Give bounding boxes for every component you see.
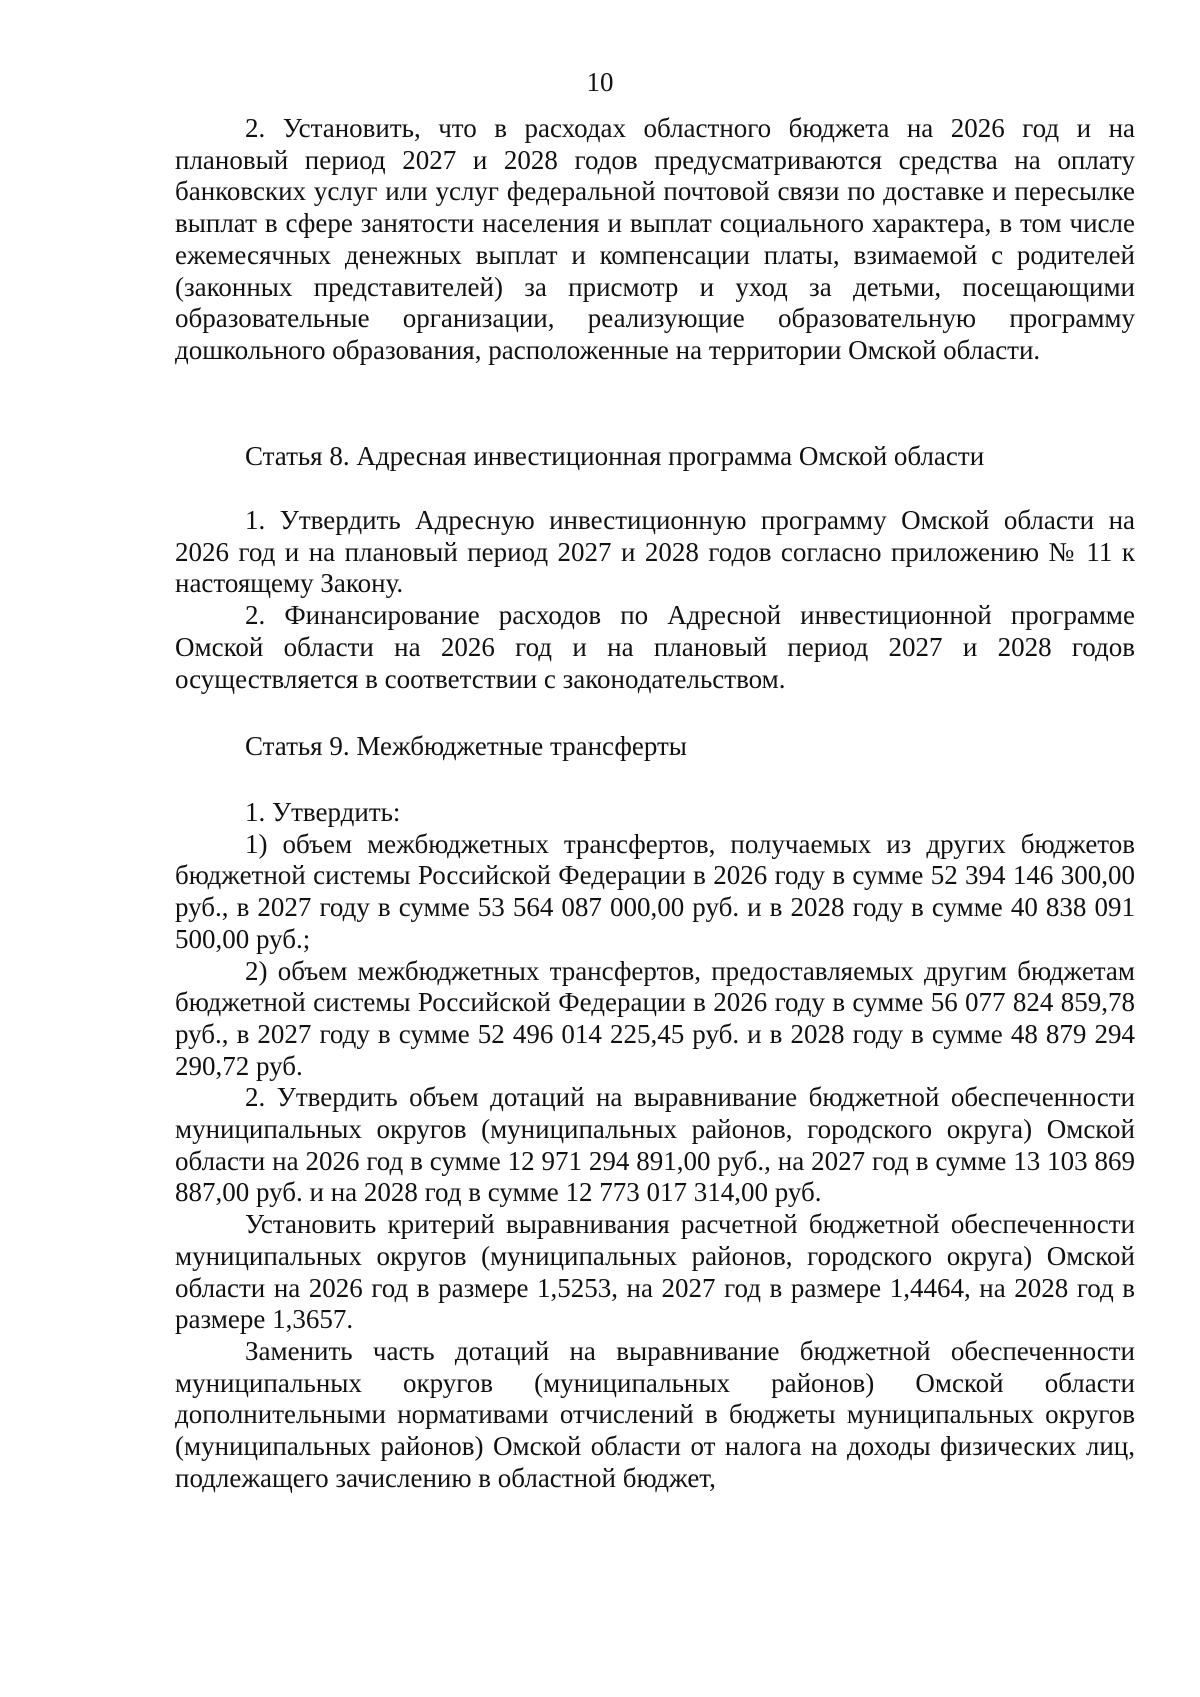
paragraph: 2. Утвердить объем дотаций на выравнивание бюджетной обеспеченности муниципальных округов (муниципальных районов, городского округа) Омской области на 2026 год в сумме 12 971 294 891,00 руб., на 2027 год в сумме 13 103 869 887,00 руб. и на 2028 год в сумме 12 773 017 314,00 руб. — [175, 1082, 1135, 1208]
article-9-body — [175, 797, 1135, 1494]
paragraph: Установить критерий выравнивания расчетной бюджетной обеспеченности муниципальных округов (муниципальных районов, городского округа) Омской области на 2026 год в размере 1,5253, на 2027 год в размере 1,4464, на 2028 год в размере 1,3657. — [175, 1209, 1135, 1335]
article-9-heading: Статья 9. Межбюджетные трансферты — [245, 731, 687, 761]
article-8-heading: Статья 8. Адресная инвестиционная программа Омской области — [245, 441, 985, 471]
article-7-continuation — [175, 113, 1135, 367]
paragraph: 1. Утвердить: — [245, 797, 401, 827]
page-number: 10 — [586, 67, 614, 97]
article-8-body — [175, 505, 1135, 695]
paragraph: 1. Утвердить Адресную инвестиционную программу Омской области на 2026 год и на плановый период 2027 и 2028 годов согласно приложению № 11 к настоящему Закону. — [175, 505, 1135, 599]
paragraph: Заменить часть дотаций на выравнивание бюджетной обеспеченности муниципальных округов (муниципальных районов) Омской области дополнительными нормативами отчислений в бюджеты муниципальных округов (муниципальных районов) Омской области от налога на доходы физических лиц, подлежащего зачислению в областной бюджет, — [175, 1335, 1135, 1493]
paragraph: 2. Установить, что в расходах областного бюджета на 2026 год и на плановый период 2027 и 2028 годов предусматриваются средства на оплату банковских услуг или услуг федеральной почтовой связи по доставке и пересылке выплат в сфере занятости населения и выплат социального характера, в том числе ежемесячных денежных выплат и компенсации платы, взимаемой с родителей (законных представителей) за присмотр и уход за детьми, посещающими образовательные организации, реализующие образовательную программу дошкольного образования, расположенные на территории Омской области. — [175, 113, 1135, 365]
paragraph: 2) объем межбюджетных трансфертов, предоставляемых другим бюджетам бюджетной системы Российской Федерации в 2026 году в сумме 56 077 824 859,78 руб., в 2027 году в сумме 52 496 014 225,45 руб. и в 2028 году в сумме 48 879 294 290,72 руб. — [175, 955, 1135, 1081]
paragraph: 2. Финансирование расходов по Адресной инвестиционной программе Омской области на 2026 год и на плановый период 2027 и 2028 годов осуществляется в соответствии с законодательством. — [175, 600, 1135, 694]
paragraph: 1) объем межбюджетных трансфертов, получаемых из других бюджетов бюджетной системы Российской Федерации в 2026 году в сумме 52 394 146 300,00 руб., в 2027 году в сумме 53 564 087 000,00 руб. и в 2028 году в сумме 40 838 091 500,00 руб.; — [175, 828, 1135, 954]
